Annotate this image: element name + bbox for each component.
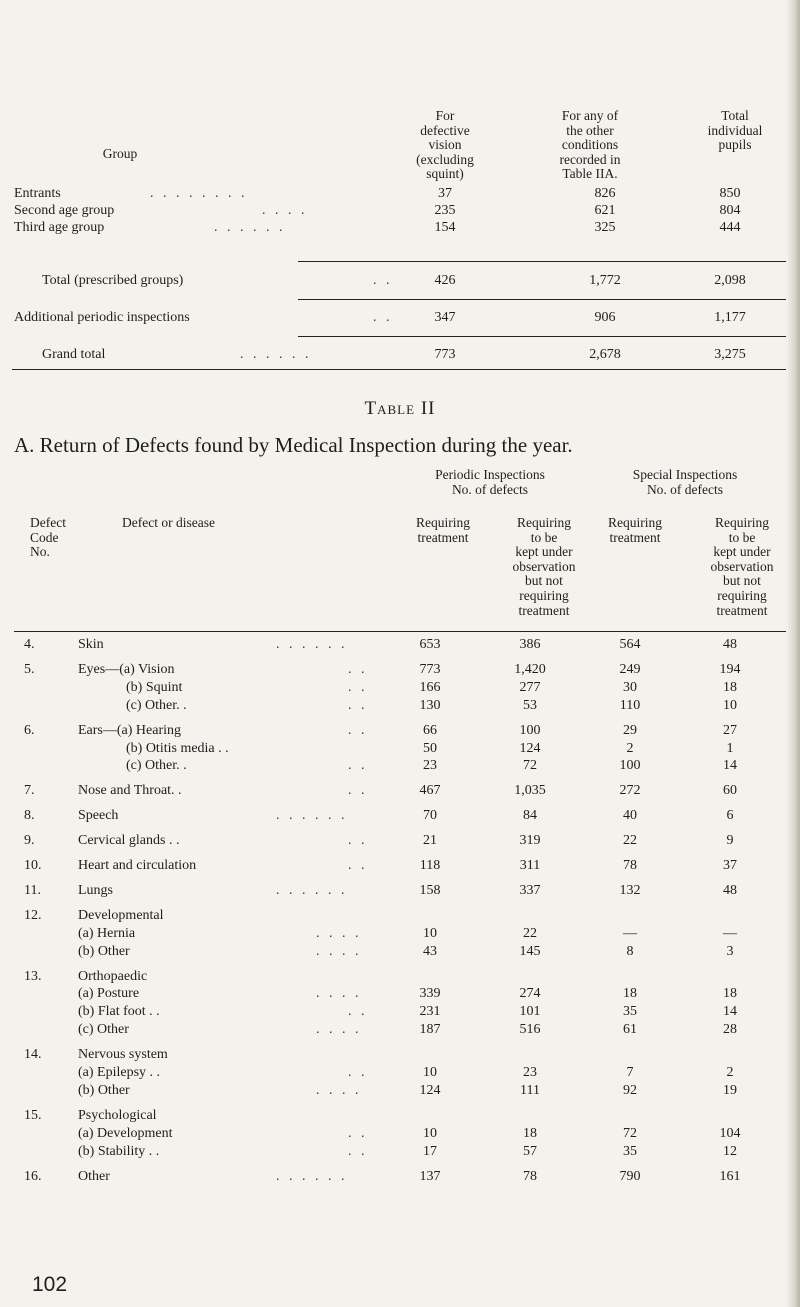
header-line: individual <box>707 122 763 138</box>
t2-defect-label: Eyes—(a) Vision <box>78 661 175 677</box>
t2-value: 23 <box>423 758 437 774</box>
t2-defect-label: (c) Other. . <box>126 758 187 774</box>
t2-row-leader: . . . . . . <box>276 808 348 824</box>
header-line: Code <box>30 529 59 545</box>
header-line: treatment <box>518 602 570 618</box>
t1-row-grand-total-label: Grand total <box>42 347 106 362</box>
t2-defect-label: (b) Stability . . <box>78 1143 160 1159</box>
t2-value: 57 <box>523 1143 537 1159</box>
t1-rule-2 <box>298 299 791 300</box>
t2-defect-label: (a) Hernia <box>78 925 136 941</box>
t1-row-total-prescribed-value: 426 <box>434 273 456 288</box>
t2-value: 467 <box>419 783 441 799</box>
t2-header-special-observation <box>690 516 794 618</box>
t2-defect-label: Nervous system <box>78 1047 168 1063</box>
header-line: Table IIA. <box>562 166 618 181</box>
t2-value: 72 <box>623 1125 637 1141</box>
header-line: requiring <box>717 587 767 603</box>
t2-row-leader: . . . . <box>316 925 362 941</box>
t2-value: 10 <box>723 697 737 713</box>
t2-value: 1,035 <box>514 783 546 799</box>
t2-defect-label: Developmental <box>78 907 164 923</box>
t2-value: 18 <box>623 986 637 1002</box>
t2-value: 10 <box>423 925 437 941</box>
t2-header-periodic-treatment <box>398 516 488 545</box>
t2-row-leader: . . <box>348 722 368 738</box>
header-line: (excluding <box>416 151 474 167</box>
t2-value: 48 <box>723 637 737 652</box>
header-line: No. of defects <box>451 481 529 497</box>
t2-value: 124 <box>419 1082 441 1098</box>
t2-value: 790 <box>619 1168 641 1184</box>
header-line: but not <box>723 573 761 589</box>
t2-defect-label: (b) Other <box>78 1082 130 1098</box>
t2-value: 18 <box>523 1125 537 1141</box>
t2-row-leader: . . <box>348 697 368 713</box>
header-line: conditions <box>561 137 619 152</box>
t2-value: — <box>623 925 637 941</box>
t2-defect-code: 15. <box>24 1107 42 1123</box>
t2-value: 277 <box>519 679 541 695</box>
t2-row-leader: . . <box>348 783 368 799</box>
header-line: Periodic Inspections <box>435 467 545 482</box>
t2-defect-code: 16. <box>24 1168 42 1184</box>
t2-value: 564 <box>619 637 641 652</box>
header-line: recorded in <box>559 151 621 167</box>
t2-defect-label: (a) Epilepsy . . <box>78 1065 161 1080</box>
header-line: squint) <box>426 166 464 181</box>
header-line: kept under <box>515 544 573 560</box>
t1-row-second-age-value: 804 <box>719 203 741 218</box>
t2-value: 9 <box>726 833 734 849</box>
t2-value: 60 <box>723 783 737 799</box>
t2-value: 337 <box>519 882 541 898</box>
page-number: 102 <box>32 1273 68 1296</box>
t2-value: 30 <box>623 679 637 695</box>
t2-value: 37 <box>723 858 737 873</box>
t2-value: 29 <box>623 722 637 738</box>
t2-defect-label: Skin <box>78 637 104 652</box>
t2-defect-code: 10. <box>24 858 42 873</box>
header-line: kept under <box>713 544 771 560</box>
t1-header-defective-vision <box>390 109 500 182</box>
header-line: Total <box>721 108 749 123</box>
header-line: defective <box>420 122 470 138</box>
t2-value: 104 <box>719 1125 741 1141</box>
header-line: to be <box>530 529 558 545</box>
t2-defect-code: 11. <box>24 882 41 898</box>
t2-header-disease: Defect or disease <box>122 515 215 530</box>
t2-defect-code: 7. <box>24 783 35 799</box>
t2-defect-label: Ears—(a) Hearing <box>78 722 182 738</box>
t2-value: 311 <box>519 858 541 873</box>
header-line: Requiring <box>608 515 662 530</box>
t2-value: 7 <box>626 1065 634 1080</box>
header-line: For any of <box>561 108 619 123</box>
t1-row-additional-label: Additional periodic inspections <box>14 310 190 325</box>
header-line: Requiring <box>517 515 571 530</box>
t1-row-second-age-value: 621 <box>594 203 616 218</box>
t2-value: 132 <box>619 882 641 898</box>
t1-row-additional-value: 906 <box>594 310 616 325</box>
t2-row-leader: . . . . . . <box>276 882 348 898</box>
t2-value: 66 <box>423 722 437 738</box>
t2-defect-code: 13. <box>24 968 42 984</box>
t2-value: 22 <box>523 925 537 941</box>
t2-value: 3 <box>726 943 734 959</box>
t1-row-additional-leader: . . <box>373 310 393 325</box>
t2-value: 137 <box>419 1168 441 1184</box>
t2-row-leader: . . . . <box>316 986 362 1002</box>
t2-value: 35 <box>623 1143 637 1159</box>
t2-value: 48 <box>723 882 737 898</box>
t2-value: 1,420 <box>514 661 546 677</box>
t2-value: 145 <box>519 943 541 959</box>
t1-header-total-pupils <box>675 109 795 153</box>
header-line: treatment <box>417 529 469 545</box>
t1-row-second-age-value: 235 <box>434 203 456 218</box>
t2-defect-label: Heart and circulation <box>78 858 197 873</box>
header-line: vision <box>428 137 462 152</box>
t2-defect-label: Speech <box>78 808 119 824</box>
t2-value: 92 <box>623 1082 637 1098</box>
t2-value: 40 <box>623 808 637 824</box>
t1-header-group: Group <box>102 146 138 161</box>
t1-row-total-prescribed-leader: . . <box>373 273 393 288</box>
t1-row-third-age-value: 444 <box>719 220 741 235</box>
t2-value: 14 <box>723 1004 737 1020</box>
t2-value: 272 <box>619 783 641 799</box>
t2-row-leader: . . <box>348 1143 368 1159</box>
t2-defect-code: 4. <box>24 637 35 652</box>
t2-value: 10 <box>423 1125 437 1141</box>
scan-edge-shadow <box>786 0 800 1307</box>
t1-row-additional-value: 1,177 <box>714 310 746 325</box>
t1-row-total-prescribed-label: Total (prescribed groups) <box>42 273 184 288</box>
t2-defect-label: Psychological <box>78 1107 157 1123</box>
t2-value: 339 <box>419 986 441 1002</box>
t2-value: 12 <box>723 1143 737 1159</box>
t2-value: 194 <box>719 661 741 677</box>
t2-special-header <box>580 468 790 497</box>
header-line: observation <box>512 558 576 574</box>
t2-value: 110 <box>619 697 641 713</box>
t2-value: 187 <box>419 1022 441 1038</box>
t1-row-entrants-leader: . . . . . . . . <box>150 186 248 201</box>
header-line: pupils <box>718 137 752 152</box>
t2-value: 6 <box>726 808 734 824</box>
t2-value: 53 <box>523 697 537 713</box>
t2-row-leader: . . <box>348 1065 368 1080</box>
t1-row-entrants-value: 37 <box>438 186 452 201</box>
t2-value: 124 <box>519 740 541 756</box>
t1-row-entrants-value: 850 <box>719 186 741 201</box>
t2-periodic-header <box>390 468 590 497</box>
t2-row-leader: . . <box>348 758 368 774</box>
t2-row-leader: . . <box>348 1004 368 1020</box>
t2-value: 18 <box>723 679 737 695</box>
t2-defect-label: (b) Other <box>78 943 130 959</box>
t2-header-special-treatment <box>590 516 680 545</box>
t2-defect-label: (b) Otitis media . . <box>126 740 229 756</box>
t2-defect-code: 5. <box>24 661 35 677</box>
t2-value: 249 <box>619 661 641 677</box>
t2-row-leader: . . <box>348 858 368 873</box>
t2-value: 72 <box>523 758 537 774</box>
t2-defect-label: Nose and Throat. . <box>78 783 182 799</box>
t1-header-other-conditions <box>530 109 650 182</box>
t2-value: 1 <box>726 740 734 756</box>
t2-defect-code: 12. <box>24 907 42 923</box>
t1-rule-1 <box>298 261 791 262</box>
header-line: treatment <box>716 602 768 618</box>
t2-row-leader: . . <box>348 679 368 695</box>
t2-defect-code: 6. <box>24 722 35 738</box>
t2-value: 28 <box>723 1022 737 1038</box>
t1-rule-3 <box>298 336 791 337</box>
header-line: treatment <box>609 529 661 545</box>
t2-value: 50 <box>423 740 437 756</box>
t2-value: 2 <box>626 740 634 756</box>
t2-defect-label: (b) Squint <box>126 679 183 695</box>
t2-subtitle: A. Return of Defects found by Medical Inspection during the year. <box>14 433 573 457</box>
t2-defect-label: (a) Posture <box>78 986 140 1002</box>
t2-row-leader: . . . . <box>316 943 362 959</box>
t2-value: 319 <box>519 833 541 849</box>
t2-defect-label: (b) Flat foot . . <box>78 1004 160 1020</box>
t2-value: 100 <box>619 758 641 774</box>
t2-value: 84 <box>523 808 537 824</box>
t2-value: 8 <box>626 943 634 959</box>
t1-row-third-age-leader: . . . . . . <box>214 220 286 235</box>
t2-value: 773 <box>419 661 441 677</box>
t1-row-grand-total-value: 3,275 <box>714 347 746 362</box>
t2-value: 231 <box>419 1004 441 1020</box>
t2-value: 386 <box>519 637 541 652</box>
t2-value: 78 <box>623 858 637 873</box>
t2-header-periodic-observation <box>492 516 596 618</box>
t1-row-additional-value: 347 <box>434 310 456 325</box>
header-line: the other <box>566 122 614 138</box>
t2-value: — <box>723 925 737 941</box>
t2-row-leader: . . . . . . <box>276 1168 348 1184</box>
t2-defect-label: Orthopaedic <box>78 968 148 984</box>
t2-defect-label: Cervical glands . . <box>78 833 180 849</box>
t2-value: 18 <box>723 986 737 1002</box>
t2-value: 78 <box>523 1168 537 1184</box>
t2-value: 10 <box>423 1065 437 1080</box>
t2-row-leader: . . <box>348 833 368 849</box>
t1-row-entrants-label: Entrants <box>14 186 61 201</box>
t1-row-total-prescribed-value: 1,772 <box>589 273 621 288</box>
t2-row-leader: . . <box>348 1125 368 1141</box>
header-line: to be <box>728 529 756 545</box>
t2-defect-code: 14. <box>24 1047 42 1063</box>
t1-row-total-prescribed-value: 2,098 <box>714 273 746 288</box>
t1-row-grand-total-value: 773 <box>434 347 456 362</box>
t2-value: 118 <box>419 858 441 873</box>
t1-row-grand-total-leader: . . . . . . <box>240 347 312 362</box>
header-line: For <box>435 108 455 123</box>
t1-row-third-age-value: 154 <box>434 220 456 235</box>
t2-row-leader: . . <box>348 661 368 677</box>
t2-row-leader: . . . . <box>316 1082 362 1098</box>
t2-value: 653 <box>419 637 441 652</box>
t2-value: 27 <box>723 722 737 738</box>
t2-value: 516 <box>519 1022 541 1038</box>
t2-value: 43 <box>423 943 437 959</box>
header-line: observation <box>710 558 774 574</box>
t1-rule-bottom <box>12 369 791 370</box>
header-line: requiring <box>519 587 569 603</box>
t2-title: Table II <box>364 398 436 419</box>
header-line: but not <box>525 573 563 589</box>
t1-row-grand-total-value: 2,678 <box>589 347 621 362</box>
t1-row-third-age-label: Third age group <box>14 220 105 235</box>
t2-defect-code: 8. <box>24 808 35 824</box>
t2-value: 35 <box>623 1004 637 1020</box>
t2-value: 2 <box>726 1065 734 1080</box>
header-line: Special Inspections <box>632 467 738 482</box>
t2-defect-code: 9. <box>24 833 35 849</box>
t2-value: 17 <box>423 1143 437 1159</box>
t2-row-leader: . . . . . . <box>276 637 348 652</box>
t2-value: 274 <box>519 986 541 1002</box>
t2-defect-label: (c) Other. . <box>126 697 187 713</box>
t2-value: 22 <box>623 833 637 849</box>
t2-header-code <box>30 516 70 560</box>
t2-defect-label: (a) Development <box>78 1125 173 1141</box>
t1-row-entrants-value: 826 <box>594 186 616 201</box>
t2-value: 101 <box>519 1004 541 1020</box>
t2-value: 23 <box>523 1065 537 1080</box>
header-line: Defect <box>30 515 66 530</box>
t2-value: 70 <box>423 808 437 824</box>
t2-value: 14 <box>723 758 737 774</box>
t2-row-leader: . . . . <box>316 1022 362 1038</box>
t2-defect-label: (c) Other <box>78 1022 129 1038</box>
t2-value: 166 <box>419 679 441 695</box>
t1-row-second-age-leader: . . . . <box>262 203 308 218</box>
t2-value: 130 <box>419 697 441 713</box>
t2-defect-label: Lungs <box>78 882 113 898</box>
header-line: No. of defects <box>646 481 724 497</box>
t2-value: 61 <box>623 1022 637 1038</box>
t1-row-third-age-value: 325 <box>594 220 616 235</box>
t2-value: 21 <box>423 833 437 849</box>
t2-value: 19 <box>723 1082 737 1098</box>
t2-value: 161 <box>719 1168 741 1184</box>
t2-defect-label: Other <box>78 1168 110 1184</box>
header-line: No. <box>30 544 50 560</box>
t2-value: 158 <box>419 882 441 898</box>
t2-header-rule <box>14 631 791 632</box>
t1-row-second-age-label: Second age group <box>14 203 115 218</box>
t2-value: 111 <box>520 1082 540 1098</box>
t2-value: 100 <box>519 722 541 738</box>
header-line: Requiring <box>416 515 470 530</box>
header-line: Requiring <box>715 515 769 530</box>
